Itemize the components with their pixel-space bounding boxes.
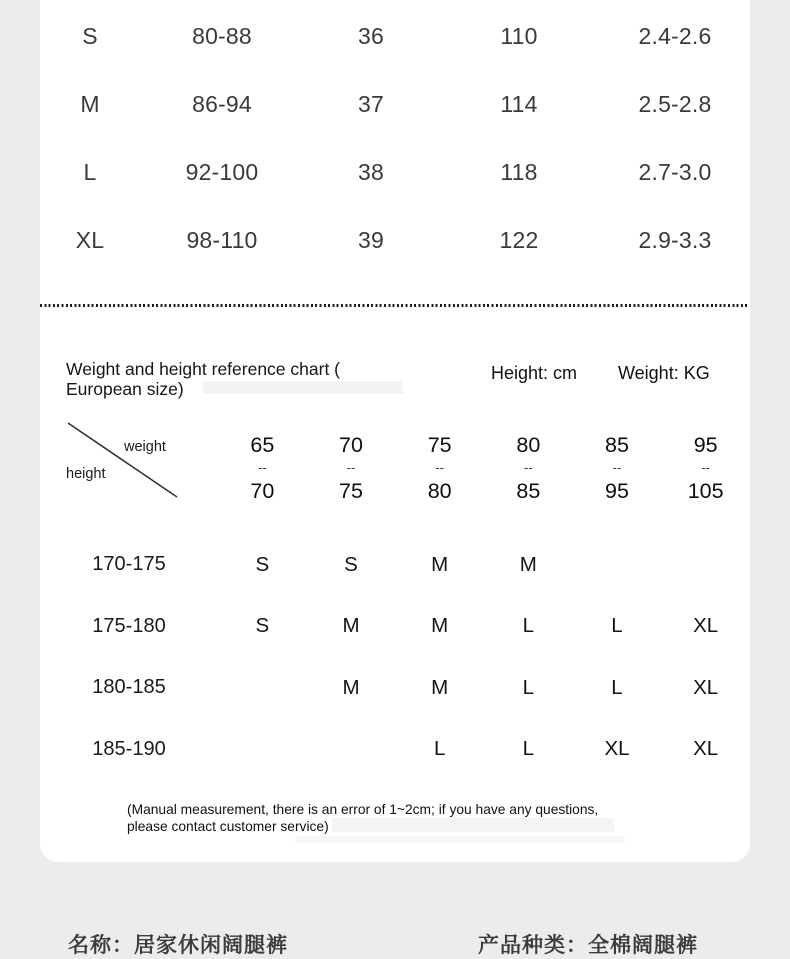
measurement-note-line1: (Manual measurement, there is an error of 1~2cm; if you have any questions, (127, 802, 599, 817)
size-cell: L (611, 614, 623, 638)
weight-axis-label: weight (124, 439, 166, 455)
size-cell (573, 534, 662, 596)
size-value: 36 (358, 22, 384, 49)
size-cell: M (342, 675, 360, 699)
size-cell: M (431, 552, 449, 576)
size-cell: L (433, 737, 446, 761)
size-label: M (80, 90, 100, 117)
height-range-label: 180-185 (92, 676, 166, 699)
ref-chart-title (66, 360, 406, 399)
weight-range-min: 75 (427, 433, 452, 457)
size-cell (218, 719, 307, 781)
size-value: 2.4-2.6 (638, 22, 712, 49)
weight-range-max: 85 (516, 479, 541, 503)
height-unit-label: Height: cm (491, 363, 578, 383)
weight-range-max: 105 (687, 479, 724, 503)
height-range-label: 175-180 (92, 614, 166, 637)
size-value: 118 (500, 158, 538, 185)
weight-range-separator: -- (257, 460, 267, 475)
size-cell (661, 534, 750, 596)
size-value: 114 (500, 90, 538, 117)
bottom-product-info (0, 929, 790, 957)
weight-range-min: 80 (516, 433, 541, 457)
height-axis-label: height (66, 466, 106, 482)
size-cell: XL (604, 737, 630, 761)
weight-range-max: 80 (427, 479, 452, 503)
size-cell: S (255, 552, 270, 576)
size-value: 38 (358, 158, 384, 185)
size-value: 37 (358, 90, 384, 117)
weight-unit-label: Weight: KG (618, 363, 710, 383)
size-value: 122 (499, 226, 539, 253)
size-table (40, 2, 750, 274)
size-cell: L (522, 737, 535, 761)
size-value: 110 (500, 22, 538, 49)
measurement-note (127, 802, 598, 835)
weight-range-separator: -- (701, 460, 710, 475)
weight-range-max: 95 (605, 479, 629, 503)
weight-range-max: 75 (339, 479, 363, 503)
weight-range-header-row (218, 433, 750, 503)
size-cell (307, 719, 396, 781)
ref-chart-body (40, 534, 750, 780)
size-cell: L (522, 675, 535, 699)
weight-range-header (484, 433, 573, 503)
size-value: 39 (358, 226, 384, 253)
size-label: XL (75, 226, 105, 253)
weight-range-min: 85 (605, 433, 629, 457)
size-label: L (83, 158, 97, 185)
size-cell: XL (693, 614, 719, 638)
product-type-partial: 产品种类：全棉阔腿裤 (478, 934, 698, 957)
weight-range-separator: -- (523, 460, 533, 475)
size-cell: M (519, 552, 537, 576)
size-value: 92-100 (185, 158, 259, 185)
size-cell: M (431, 675, 449, 699)
weight-range-header (307, 433, 396, 503)
size-cell: S (255, 614, 270, 638)
weight-range-min: 70 (339, 433, 363, 457)
section-divider (40, 304, 747, 307)
size-cell: L (522, 614, 535, 638)
size-value: 98-110 (186, 226, 258, 253)
weight-range-min: 65 (250, 433, 275, 457)
height-range-label: 185-190 (92, 737, 166, 760)
size-cell: M (431, 614, 449, 638)
weight-range-separator: -- (346, 460, 356, 475)
ref-chart-title-line1: Weight and height reference chart ( (66, 359, 341, 379)
measurement-note-line2: please contact customer service) (127, 818, 329, 834)
size-cell: M (342, 614, 360, 638)
size-value: 80-88 (192, 22, 252, 49)
weight-range-header (395, 433, 484, 503)
weight-range-max: 70 (250, 479, 275, 503)
size-cell: S (344, 552, 358, 576)
weight-range-header (218, 433, 307, 503)
size-value: 86-94 (192, 90, 252, 117)
size-value: 2.7-3.0 (638, 158, 712, 185)
size-cell: XL (693, 737, 719, 761)
weight-range-min: 95 (693, 433, 718, 457)
size-cell (218, 657, 307, 719)
diagonal-line (60, 415, 188, 503)
height-range-label: 170-175 (92, 553, 166, 576)
size-value: 2.5-2.8 (638, 90, 712, 117)
size-cell: XL (693, 675, 719, 699)
weight-range-separator: -- (435, 460, 444, 475)
weight-range-header (573, 433, 662, 503)
size-label: S (82, 22, 98, 49)
size-cell: L (611, 675, 623, 699)
content-card (40, 0, 750, 862)
weight-range-header (661, 433, 750, 503)
overlay-residue (295, 836, 625, 843)
ref-chart-title-line2: European size) (66, 378, 184, 399)
product-name-partial: 名称：居家休闲阔腿裤 (68, 934, 288, 957)
size-value: 2.9-3.3 (638, 226, 712, 253)
weight-range-separator: -- (612, 460, 622, 475)
